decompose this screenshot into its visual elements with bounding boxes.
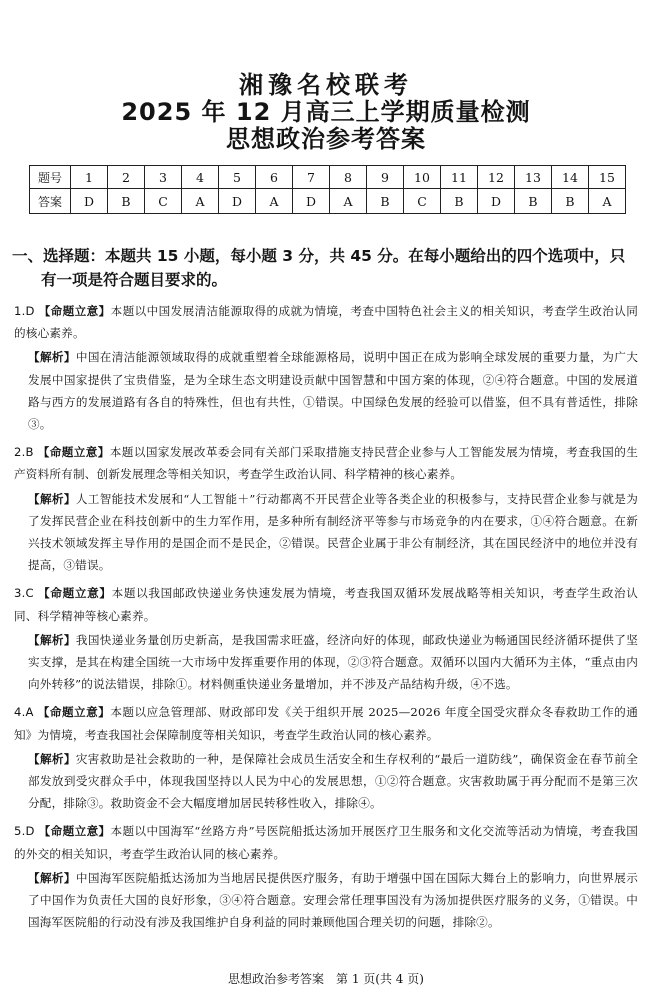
analysis-text: 中国在清洁能源领域取得的成就重塑着全球能源格局，说明中国正在成为影响全球发展的重要力量，为广大发展中国家提供了宝贵借鉴，是为全球生态文明建设贡献中国智慧和中国方案的体现，②④符合题意。中国的发展道路与西方的发展道路有各自的特殊性，但也有共性，①错误。中国绿色发展的经验可以借鉴，但不具有普适性，排除③。 [28,350,638,432]
question-analysis [14,629,638,696]
question-number: 5.D [14,824,35,839]
question-number-cell: 15 [589,166,626,189]
question-intent [14,441,638,485]
answer-cell: A [182,189,219,214]
intent-text: 本题以中国海军“丝路方舟”号医院船抵达汤加开展医疗卫生服务和文化交流等活动为情境，考查我国的外交的相关知识，考查学生政治认同的核心素养。 [14,824,639,861]
answer-cell: A [256,189,293,214]
question-number-cell: 12 [478,166,515,189]
question-number-cell: 11 [441,166,478,189]
section-heading-line-1: 一、选择题：本题共 15 小题，每小题 3 分，共 45 分。在每小题给出的四个选项中，只 [12,247,626,265]
answer-cell: D [478,189,515,214]
answer-row [30,189,626,214]
question-number-cell: 2 [108,166,145,189]
question-number-cell: 4 [182,166,219,189]
intent-text: 本题以中国发展清洁能源取得的成就为情境，考查中国特色社会主义的相关知识，考查学生政治认同的核心素养。 [14,304,639,341]
answer-cell: B [515,189,552,214]
page-footer: 思想政治参考答案 第 1 页(共 4 页) [228,972,424,986]
analysis-label: 【解析】 [28,870,76,885]
answer-cell: A [589,189,626,214]
question-number-cell: 8 [330,166,367,189]
intent-text: 本题以国家发展改革委会同有关部门采取措施支持民营企业参与人工智能发展为情境，考查我国的生产资料所有制、创新发展理念等相关知识，考查学生政治认同、科学精神的核心素养。 [14,445,638,482]
question-number-row [30,166,626,189]
section-heading-line-2: 有一项是符合题目要求的。 [41,271,228,289]
intent-label: 【命题立意】 [37,445,110,460]
question-number: 4.A [14,705,34,720]
question-item [14,300,638,435]
analysis-label: 【解析】 [28,350,76,365]
answer-header: 答案 [30,189,71,214]
intent-label: 【命题立意】 [38,586,112,601]
analysis-label: 【解析】 [28,491,76,506]
question-number-cell: 14 [552,166,589,189]
answer-cell: C [404,189,441,214]
intent-label: 【命题立意】 [38,824,111,839]
question-number-cell: 9 [367,166,404,189]
exam-organizer-title: 湘豫名校联考 [239,71,413,99]
question-intent [14,820,638,864]
subject-answer-title: 思想政治参考答案 [226,125,426,153]
question-intent [14,300,638,344]
answer-cell: B [552,189,589,214]
answer-cell: B [108,189,145,214]
question-number-cell: 10 [404,166,441,189]
answer-cell: A [330,189,367,214]
analysis-label: 【解析】 [28,632,76,647]
answer-cell: B [441,189,478,214]
answer-cell: D [293,189,330,214]
question-number-cell: 6 [256,166,293,189]
intent-label: 【命题立意】 [38,304,111,318]
question-intent [14,582,638,626]
question-item [14,441,638,576]
analysis-label: 【解析】 [28,751,76,766]
answer-cell: D [219,189,256,214]
question-number-cell: 1 [71,166,108,189]
question-item [14,701,638,814]
question-item [14,582,638,695]
question-analysis [14,867,638,934]
answer-cell: C [145,189,182,214]
question-item [14,820,638,933]
question-analysis [14,748,638,815]
question-number: 2.B [14,445,34,460]
answer-cell: D [71,189,108,214]
intent-text: 本题以我国邮政快递业务快速发展为情境，考查我国双循环发展战略等相关知识，考查学生政治认同、科学精神等核心素养。 [14,586,638,623]
question-number-header: 题号 [30,166,71,189]
question-number-cell: 5 [219,166,256,189]
answer-cell: B [367,189,404,214]
question-analysis [14,488,638,577]
analysis-text: 灾害救助是社会救助的一种，是保障社会成员生活安全和生存权利的“最后一道防线”，确保资金在春节前全部发放到受灾群众手中，体现我国坚持以人民为中心的发展思想，①②符合题意。灾害救助属于再分配而不是第三次分配，排除③。救助资金不会大幅度增加居民转移性收入，排除④。 [28,751,638,811]
question-intent [14,701,638,745]
answer-key-table [29,165,626,214]
question-explanations [14,300,638,939]
document-header [0,72,652,153]
question-number: 3.C [14,586,34,601]
question-number: 1.D [14,304,35,318]
intent-label: 【命题立意】 [37,705,111,720]
question-analysis [14,346,638,435]
exam-name-title: 2025 年 12 月高三上学期质量检测 [121,98,531,126]
section-heading [12,244,642,292]
question-number-cell: 7 [293,166,330,189]
analysis-text: 我国快递业务量创历史新高，是我国需求旺盛，经济向好的体现，邮政快递业为畅通国民经济循环提供了坚实支撑，是其在构建全国统一大市场中发挥重要作用的体现，②③符合题意。双循环以国内大循环为主体，“重点由内向外转移”的说法错误，排除①。材料侧重快递业务量增加，并不涉及产品结构升级，④不选。 [28,632,638,692]
intent-text: 本题以应急管理部、财政部印发《关于组织开展 2025—2026 年度全国受灾群众冬春救助工作的通知》为情境，考查我国社会保障制度等相关知识，考查学生政治认同的核心素养。 [14,705,639,742]
question-number-cell: 3 [145,166,182,189]
analysis-text: 中国海军医院船抵达汤加为当地居民提供医疗服务，有助于增强中国在国际大舞台上的影响力，向世界展示了中国作为负责任大国的良好形象，③④符合题意。安理会常任理事国没有为汤加提供医疗服务的义务，①错误。中国海军医院船的行动没有涉及我国维护自身利益的同时兼顾他国合理关切的问题，排除②。 [28,870,638,930]
question-number-cell: 13 [515,166,552,189]
analysis-text: 人工智能技术发展和“人工智能＋”行动都离不开民营企业等各类企业的积极参与，支持民营企业参与就是为了发挥民营企业在科技创新中的生力军作用，是多种所有制经济平等参与市场竞争的内在要求，①④符合题意。在新兴技术领域发挥主导作用的是国企而不是民企，②错误。民营企业属于非公有制经济，其在国民经济中的地位并没有提高，③错误。 [28,491,638,573]
